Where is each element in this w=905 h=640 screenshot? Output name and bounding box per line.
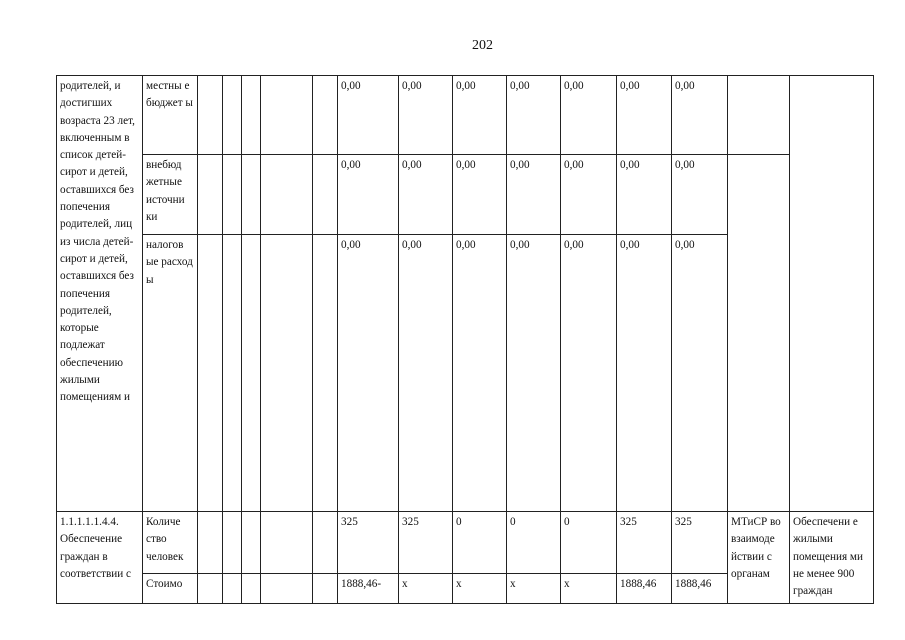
value-cell: 0,00 [399,155,453,235]
value-cell: 0,00 [561,235,617,512]
empty-cell [261,512,313,574]
value-cell: 1888,46 [617,574,672,604]
value-cell: 0,00 [617,155,672,235]
table-row [57,76,874,155]
value-cell: 0,00 [399,235,453,512]
empty-cell [198,235,223,512]
value-cell: 0,00 [617,76,672,155]
empty-cell [242,235,261,512]
empty-cell [223,512,242,574]
executor-cell: МТиСР во взаимоде йствии с органам [728,512,790,604]
value-cell: 325 [399,512,453,574]
empty-cell [242,512,261,574]
value-cell: 0,00 [561,76,617,155]
result-cell: Обеспечени е жилыми помещения ми не менее 900 граждан [790,512,874,604]
value-cell: х [507,574,561,604]
empty-cell [313,155,338,235]
empty-cell [223,76,242,155]
value-cell: 0,00 [672,235,728,512]
empty-cell [313,574,338,604]
source-label: местны е бюджет ы [143,76,198,155]
value-cell: 1888,46 [672,574,728,604]
row-description: 1.1.1.1.1.4.4. Обеспечение граждан в соответствии с [57,512,143,604]
value-cell: х [399,574,453,604]
empty-cell [261,155,313,235]
value-cell: 0,00 [453,235,507,512]
value-cell: 0,00 [507,155,561,235]
value-cell: 0,00 [672,155,728,235]
empty-cell [261,235,313,512]
source-label: внебюд жетные источни ки [143,155,198,235]
empty-cell [198,76,223,155]
indicator-label: Количе ство человек [143,512,198,574]
value-cell: 0,00 [561,155,617,235]
row-description: родителей, и достигших возраста 23 лет, включенным в список детей-сирот и детей, оставшихся без попечения родителей, лиц из числа детей-сирот и детей, оставшихся без попечения родителей, которые подлежат обеспечению жилыми помещениям и [57,76,143,512]
value-cell: 0,00 [507,235,561,512]
empty-cell [728,76,790,155]
value-cell: 0,00 [507,76,561,155]
empty-cell [198,574,223,604]
empty-cell [223,574,242,604]
indicator-label: Стоимо [143,574,198,604]
empty-cell [790,76,874,512]
value-cell: 0 [453,512,507,574]
value-cell: 0 [561,512,617,574]
value-cell: 0,00 [399,76,453,155]
value-cell: 0,00 [672,76,728,155]
empty-cell [728,155,790,512]
value-cell: 0,00 [338,235,399,512]
empty-cell [313,235,338,512]
empty-cell [242,76,261,155]
value-cell: 325 [338,512,399,574]
value-cell: 0,00 [338,155,399,235]
empty-cell [261,574,313,604]
value-cell: 0,00 [453,76,507,155]
empty-cell [223,235,242,512]
source-label: налогов ые расход ы [143,235,198,512]
table-row [57,512,874,574]
empty-cell [242,574,261,604]
program-table [56,75,874,604]
empty-cell [198,155,223,235]
empty-cell [198,512,223,574]
value-cell: х [453,574,507,604]
value-cell: 0,00 [617,235,672,512]
value-cell: 0,00 [338,76,399,155]
value-cell: 325 [672,512,728,574]
value-cell: 0 [507,512,561,574]
value-cell: 1888,46- [338,574,399,604]
empty-cell [313,512,338,574]
empty-cell [242,155,261,235]
empty-cell [313,76,338,155]
empty-cell [223,155,242,235]
value-cell: х [561,574,617,604]
table-row [57,155,874,235]
page-number: 202 [472,38,493,53]
value-cell: 325 [617,512,672,574]
empty-cell [261,76,313,155]
value-cell: 0,00 [453,155,507,235]
